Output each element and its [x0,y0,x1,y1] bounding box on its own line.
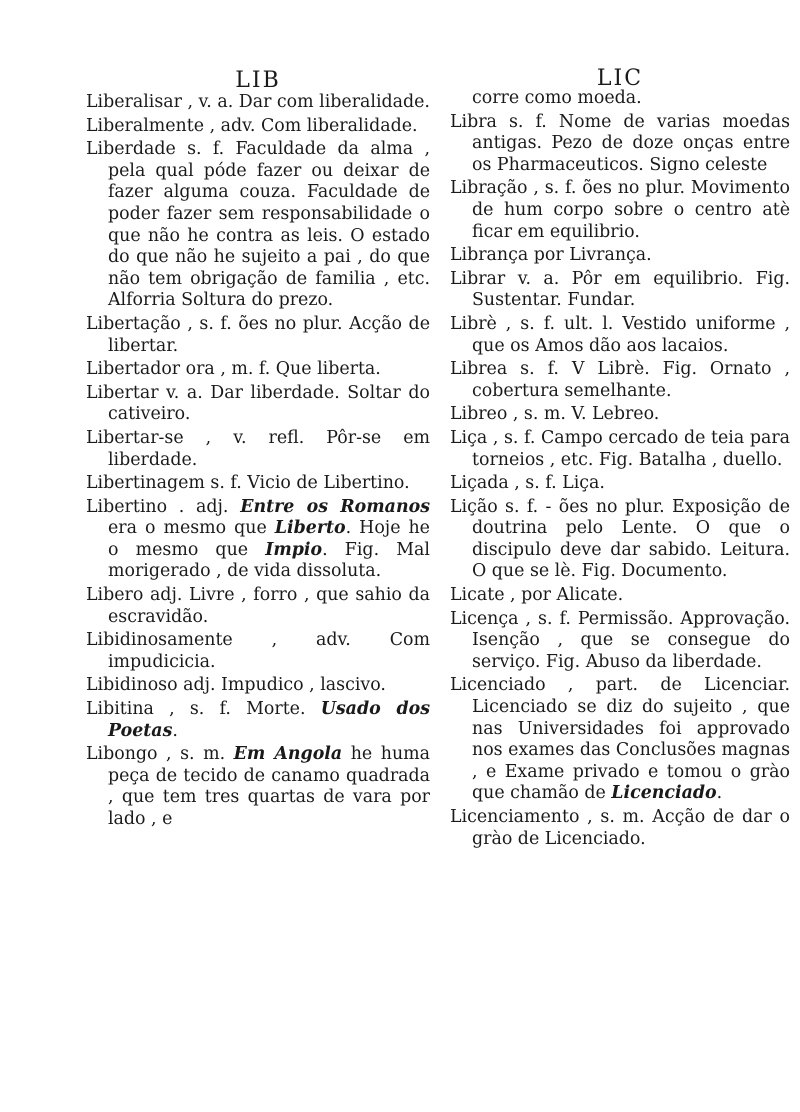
dictionary-entry: Liberalisar , v. a. Dar com liberalidade. [86,92,430,112]
dictionary-entry: Libertino . adj. Entre os Romanos era o mesmo que Liberto. Hoje he o mesmo que Impio. Fig. Mal morigerado , de vida dissoluta. [86,496,430,582]
dictionary-entry: Libertação , s. f. ões no plur. Acção de libertar. [86,313,430,356]
dictionary-entry: Licate , por Alicate. [450,585,624,606]
dictionary-entry: Liçada , s. f. Liça. [450,473,605,494]
dictionary-entry: Liberdade s. f. Faculdade da alma , pela qual póde fazer ou deixar de fazer alguma couza. Faculdade de poder fazer sem responsabilidade o que não he contra as leis. O estado do que não he sujeito a pai , do que não tem obrigação de familia , etc. Alforria Soltura do prezo. [86,139,430,311]
dictionary-entry: Librança por Livrança. [450,245,652,266]
right-entries [450,112,790,851]
dictionary-entry: Licença , s. f. Permissão. Approvação. Isenção , que se consegue do serviço. Fig. Abuso da liberdade. [450,608,790,672]
dictionary-entry: Libongo , s. m. Em Angola he huma peça de tecido de canamo quadrada , que tem tres quartas de vara por lado , e [86,744,430,829]
left-column-header: LIB [235,68,281,93]
dictionary-entry: Libitina , s. f. Morte. Usado dos Poetas. [86,699,430,741]
dictionary-entry: Libração , s. f. ões no plur. Movimento de hum corpo sobre o centro atè ficar em equilibrio. [450,178,790,242]
dictionary-entry: Libidinoso adj. Impudico , lascivo. [86,675,386,696]
left-entries [86,92,430,831]
dictionary-entry: Licenciamento , s. m. Acção de dar o grào de Licenciado. [450,807,790,849]
right-column-header: LIC [596,66,644,91]
dictionary-entry: Libidinosamente , adv. Com impudicicia. [86,630,430,672]
dictionary-entry: Libertador ora , m. f. Que liberta. [86,359,381,380]
dictionary-entry: Librè , s. f. ult. l. Vestido uniforme , que os Amos dão aos lacaios. [450,313,790,356]
dictionary-entry: Libertar v. a. Dar liberdade. Soltar do cativeiro. [86,382,430,425]
left-column [86,70,430,833]
dictionary-entry: Liça , s. f. Campo cercado de teia para torneios , etc. Fig. Batalha , duello. [450,427,790,470]
dictionary-entry: Libra s. f. Nome de varias moedas antigas. Pezo de doze onças entre os Pharmaceuticos. Signo celeste [450,111,790,175]
dictionary-entry: Licenciado , part. de Licenciar. Licenciado se diz do sujeito , que nas Universidades foi approvado nos exames das Conclusões magnas , e Exame privado e tomou o grào que chamão de Licenciado. [450,675,790,804]
dictionary-entry: Lição s. f. - ões no plur. Exposição de doutrina pelo Lente. O que o discipulo deve dar sabido. Leitura. O que se lè. Fig. Documento. [450,496,790,582]
right-column [450,66,790,852]
continuation-text: corre como moeda. [472,88,642,108]
dictionary-entry: Libertinagem s. f. Vicio de Libertino. [86,473,410,494]
dictionary-entry: Liberalmente , adv. Com liberalidade. [86,115,418,136]
dictionary-entry: Librea s. f. V Librè. Fig. Ornato , cobertura semelhante. [450,359,790,401]
dictionary-entry: Libertar-se , v. refl. Pôr-se em liberdade. [86,427,430,470]
dictionary-entry: Libreo , s. m. V. Lebreo. [450,404,660,425]
dictionary-entry: Libero adj. Livre , forro , que sahio da escravidão. [86,585,430,627]
dictionary-entry: Librar v. a. Pôr em equilibrio. Fig. Sustentar. Fundar. [450,268,790,311]
